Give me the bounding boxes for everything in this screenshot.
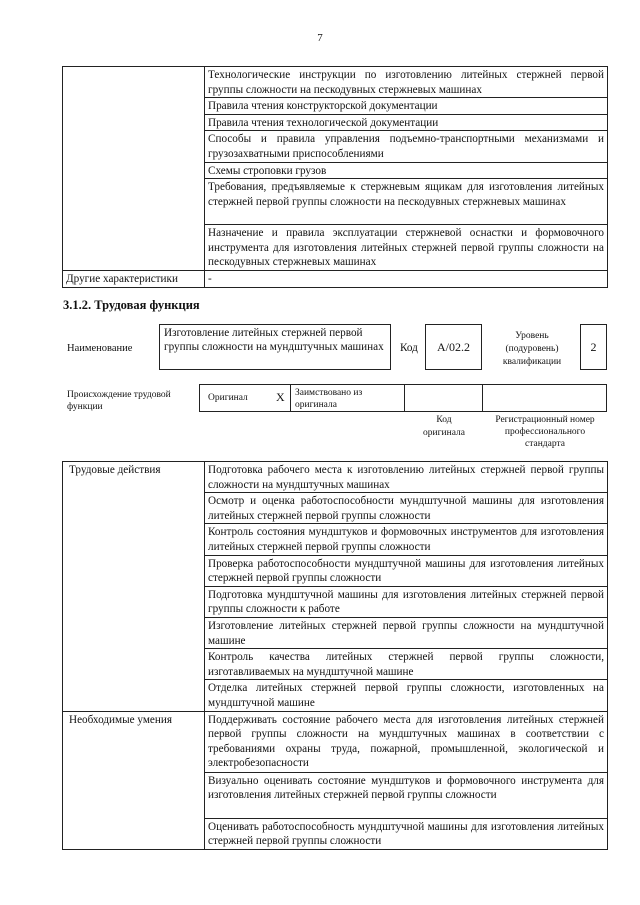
actions-label: Трудовые действия <box>69 464 161 476</box>
knowledge-label-cell <box>63 67 205 271</box>
origin-divider <box>482 384 483 412</box>
level-value-text: 2 <box>590 340 597 354</box>
knowledge-item: Назначение и правила эксплуатации стержневой оснастки и формовочного инструмента для изготовления литейных стержней первой группы сложности на пескодувных стержневых машинах <box>208 227 604 269</box>
origin-row <box>199 384 607 412</box>
code-value <box>425 324 482 370</box>
action-item: Контроль качества литейных стержней первой группы сложности, изготавливаемых на мундштучной машине <box>208 651 604 678</box>
knowledge-item: Правила чтения технологической документации <box>208 116 439 129</box>
action-item: Осмотр и оценка работоспособности мундштучной машины для изготовления литейных стержней первой группы сложности <box>208 495 604 522</box>
knowledge-item: Схемы строповки грузов <box>208 164 327 177</box>
action-item: Контроль состояния мундштуков и формовочных инструментов для изготовления литейных стержней первой группы сложности <box>208 526 604 553</box>
action-item: Подготовка мундштучной машины для изготовления литейных стержней первой группы сложности к работе <box>208 588 604 616</box>
original-label: Оригинал <box>208 393 248 403</box>
actions-table <box>62 461 608 850</box>
origin-label: Происхождение трудовой функции <box>67 390 171 412</box>
section-title: 3.1.2. Трудовая функция <box>63 298 200 312</box>
skill-item: Оценивать работоспособность мундштучной машины для изготовления литейных стержней первой группы сложности <box>208 820 604 848</box>
skill-item: Визуально оценивать состояние мундштуков и формовочного инструмента для изготовления литейных стержней первой группы сложности <box>208 774 604 802</box>
code-original-label: Код оригинала <box>423 415 465 438</box>
origin-divider <box>404 384 405 412</box>
knowledge-item: Способы и правила управления подъемно-транспортными механизмами и грузозахватными приспособлениями <box>208 133 604 160</box>
knowledge-item: Правила чтения конструкторской документации <box>208 100 438 113</box>
knowledge-item: Требования, предъявляемые к стержневым ящикам для изготовления литейных стержней первой группы сложности на пескодувных стержневых машинах <box>208 181 604 208</box>
level-label: Уровень (подуровень) квалификации <box>502 331 562 367</box>
other-characteristics-label: Другие характеристики <box>66 273 178 286</box>
other-characteristics-value: - <box>208 273 212 286</box>
origin-divider <box>290 384 291 412</box>
reg-number-label: Регистрационный номер профессионального стандарта <box>495 415 595 449</box>
skill-item: Поддерживать состояние рабочего места для изготовления литейных стержней первой группы сложности на мундштучных машинах в соответствии с требованиями охраны труда, пожарной, промышленной, экологической и электробезопасности <box>208 713 604 770</box>
name-value <box>159 324 391 370</box>
knowledge-item: Технологические инструкции по изготовлению литейных стержней первой группы сложности на пескодувных стержневых машинах <box>208 69 604 96</box>
original-mark: X <box>276 390 285 404</box>
code-value-text: А/02.2 <box>437 340 470 354</box>
action-item: Подготовка рабочего места к изготовлению литейных стержней первой группы сложности на мундштучных машинах <box>208 464 604 491</box>
level-value <box>580 324 607 370</box>
action-item: Проверка работоспособности мундштучной машины для изготовления литейных стержней первой группы сложности <box>208 557 604 585</box>
code-label: Код <box>400 342 418 354</box>
name-value-text: Изготовление литейных стержней первой группы сложности на мундштучных машинах <box>164 327 384 353</box>
skills-label: Необходимые умения <box>69 713 172 726</box>
action-item: Изготовление литейных стержней первой группы сложности на мундштучной машине <box>208 619 604 647</box>
page-number: 7 <box>317 32 323 44</box>
name-label: Наименование <box>67 343 133 354</box>
knowledge-table <box>62 66 608 288</box>
action-item: Отделка литейных стержней первой группы сложности, изготовленных на мундштучной машине <box>208 682 604 709</box>
borrowed-label: Заимствовано из оригинала <box>295 388 363 410</box>
